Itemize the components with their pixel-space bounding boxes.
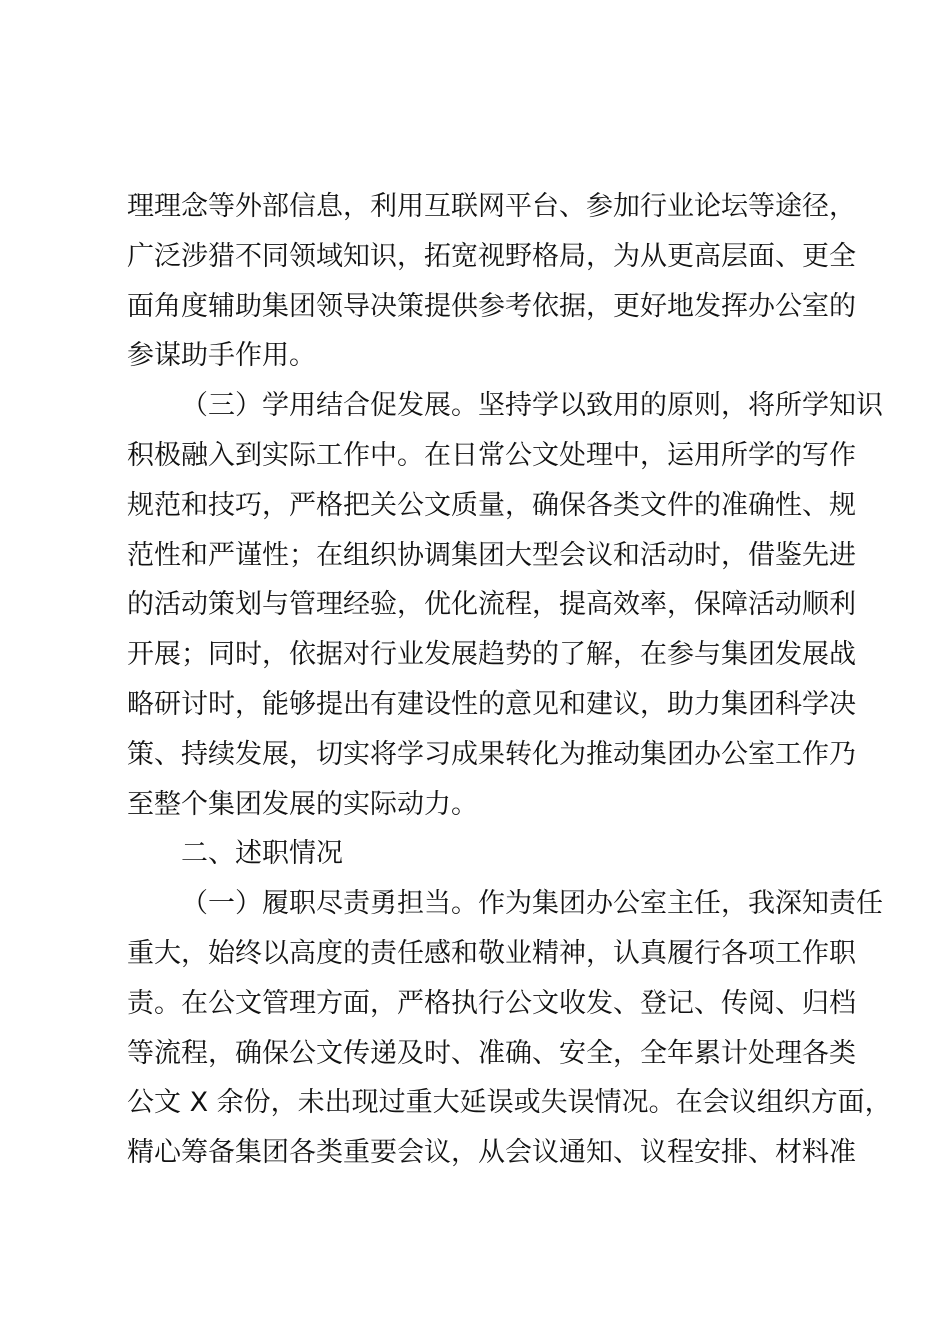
text-line: 公文 X 余份，未出现过重大延误或失误情况。在会议组织方面， <box>127 1087 892 1119</box>
text-line: 积极融入到实际工作中。在日常公文处理中，运用所学的写作 <box>127 439 856 471</box>
text-line: 范性和严谨性；在组织协调集团大型会议和活动时，借鉴先进 <box>127 539 856 571</box>
text-line: 至整个集团发展的实际动力。 <box>127 788 478 820</box>
section-heading: 二、述职情况 <box>181 838 343 870</box>
text-line: 理理念等外部信息，利用互联网平台、参加行业论坛等途径， <box>127 191 856 222</box>
text-line: 责。在公文管理方面，严格执行公文收发、登记、传阅、归档 <box>127 987 856 1019</box>
text-line: 精心筹备集团各类重要会议，从会议通知、议程安排、材料准 <box>127 1137 856 1169</box>
text-line: 略研讨时，能够提出有建设性的意见和建议，助力集团科学决 <box>127 688 856 720</box>
text-line: 面角度辅助集团领导决策提供参考依据，更好地发挥办公室的 <box>127 290 856 322</box>
text-line: 策、持续发展，切实将学习成果转化为推动集团办公室工作乃 <box>127 738 856 770</box>
body-text <box>127 182 892 1178</box>
text-line: 等流程，确保公文传递及时、准确、安全，全年累计处理各类 <box>127 1037 856 1069</box>
text-line: 规范和技巧，严格把关公文质量，确保各类文件的准确性、规 <box>127 489 856 521</box>
paragraph-heading-3: （三）学用结合促发展。坚持学以致用的原则，将所学知识 <box>181 390 883 422</box>
text-line: 重大，始终以高度的责任感和敬业精神，认真履行各项工作职 <box>127 937 856 969</box>
text-line: 广泛涉猎不同领域知识，拓宽视野格局，为从更高层面、更全 <box>127 240 856 272</box>
text-line: 参谋助手作用。 <box>127 340 316 372</box>
text-line: 的活动策划与管理经验，优化流程，提高效率，保障活动顺利 <box>127 589 856 621</box>
paragraph-heading-1: （一）履职尽责勇担当。作为集团办公室主任，我深知责任 <box>181 888 883 920</box>
text-line: 开展；同时，依据对行业发展趋势的了解，在参与集团发展战 <box>127 639 856 671</box>
